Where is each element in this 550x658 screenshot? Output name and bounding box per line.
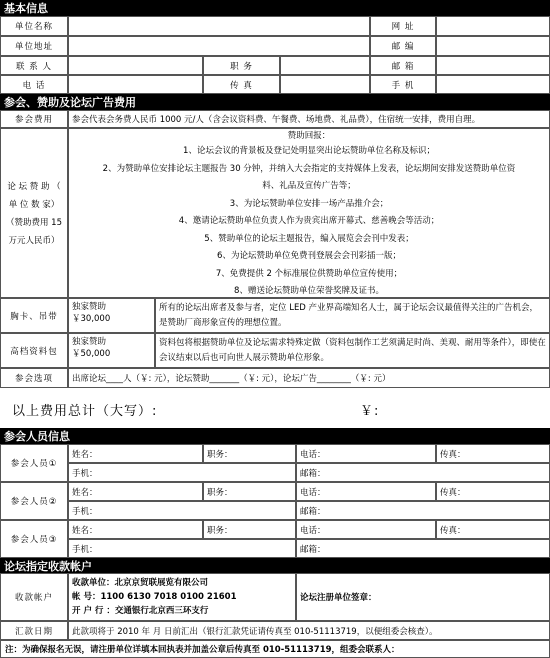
attendee-1-label: 参会人员① bbox=[0, 444, 68, 482]
contact-label: 联 系 人 bbox=[0, 56, 68, 75]
badge-price: ￥30,000 bbox=[72, 314, 111, 324]
options-label: 参会选项 bbox=[0, 368, 68, 388]
unit-name-field[interactable] bbox=[68, 16, 370, 36]
badge-label: 胸卡、吊带 bbox=[0, 298, 68, 333]
badge-exclusive: 独家赞助 bbox=[72, 302, 107, 312]
unit-address-label: 单位地址 bbox=[0, 36, 68, 56]
remit-date-text[interactable]: 此款项将于 2010 年 月 日前汇出（银行汇款凭证请传真至 010-51113719，以便组委会核查）。 bbox=[68, 621, 550, 640]
phone-label: 电 话 bbox=[0, 75, 68, 94]
fax-label: 传 真 bbox=[203, 75, 280, 94]
attend-fee-label: 参会费用 bbox=[0, 110, 68, 128]
sponsor-item: 4、邀请论坛赞助单位负责人作为贵宾出席开幕式、慈善晚会等活动； bbox=[178, 216, 440, 226]
sponsor-item: 3、为论坛赞助单位安排一场产品推介会； bbox=[229, 198, 389, 209]
attendee-2-title[interactable]: 职务： bbox=[203, 482, 296, 501]
sponsor-label: 论 坛 赞 助 （ 单 位 数 家） （赞助费用 15 万元人民币） bbox=[0, 128, 68, 298]
postcode-field[interactable] bbox=[436, 36, 550, 56]
account-label: 收款帐户 bbox=[0, 573, 68, 621]
footnote: 注：为确保报名无误，请注册单位详填本回执表并加盖公章后传真至 010-51113719，组委会联系人： bbox=[0, 640, 550, 658]
total-label: 以上费用总计（大写）: bbox=[12, 404, 158, 419]
badge-price-cell bbox=[68, 298, 155, 333]
mobile-field[interactable] bbox=[436, 75, 550, 94]
website-field[interactable] bbox=[436, 16, 550, 36]
account-sign[interactable]: 论坛注册单位签章： bbox=[296, 573, 550, 621]
attendee-1-title[interactable]: 职务： bbox=[203, 444, 296, 463]
account-payee: 收款单位：北京京贸联展览有限公司 bbox=[72, 578, 209, 588]
email-field[interactable] bbox=[436, 56, 550, 75]
attendee-2-label: 参会人员② bbox=[0, 482, 68, 520]
account-number: 帐 号：1100 6130 7018 0100 21601 bbox=[72, 592, 237, 602]
fax-field[interactable] bbox=[280, 75, 370, 94]
attendee-1-fax[interactable]: 传真： bbox=[436, 444, 550, 463]
email-label: 邮 箱 bbox=[370, 56, 436, 75]
sponsor-item: 7、免费提供 2 个标准展位供赞助单位宣传使用； bbox=[215, 268, 403, 279]
mobile-label: 手 机 bbox=[370, 75, 436, 94]
position-field[interactable] bbox=[280, 56, 370, 75]
sponsor-returns bbox=[68, 128, 550, 298]
attendee-2-mobile[interactable]: 手机： bbox=[68, 501, 296, 520]
account-header: 论坛指定收款帐户 bbox=[0, 558, 550, 573]
badge-desc: 所有的论坛出席者及参与者，定位 LED 产业界高端知名人士，属于论坛会议最值得关注的广告机会，是赞助厂商形象宣传的理想位置。 bbox=[155, 298, 550, 333]
sponsor-item: 1、论坛会议的背景板及登记处明显突出论坛赞助单位名称及标识； bbox=[183, 146, 435, 156]
position-label: 职 务 bbox=[203, 56, 280, 75]
sponsor-item: 5、赞助单位的论坛主题报告，编入展览会会刊中发表； bbox=[204, 233, 414, 244]
bag-desc: 资料包将根据赞助单位及论坛需求特殊定做（资料包制作工艺须满足时尚、美观、耐用等条件），即使在会议结束以后也可向世人展示赞助单位形象。 bbox=[155, 333, 550, 368]
bag-price: ￥50,000 bbox=[72, 349, 111, 359]
sponsor-intro: 赞助回报： bbox=[287, 131, 331, 141]
attendee-3-email[interactable]: 邮箱： bbox=[296, 539, 550, 558]
fees-header: 参会、赞助及论坛广告费用 bbox=[0, 94, 550, 110]
attendee-2-name[interactable]: 姓名： bbox=[68, 482, 203, 501]
sponsor-item: 8、赠送论坛赞助单位荣誉奖牌及证书。 bbox=[234, 286, 384, 296]
options-text[interactable]: 出席论坛____人（￥: 元），论坛赞助_______（￥: 元），论坛广告________（￥: 元） bbox=[68, 368, 550, 388]
attendee-2-fax[interactable]: 传真： bbox=[436, 482, 550, 501]
attend-fee-text: 参会代表会务费人民币 1000 元/人（含会议资料费、午餐费、场地费、礼品费），住宿统一安排，费用自理。 bbox=[68, 110, 550, 128]
attendees-header: 参会人员信息 bbox=[0, 428, 550, 444]
attendee-1-email[interactable]: 邮箱： bbox=[296, 463, 550, 482]
remit-date-label: 汇款日期 bbox=[0, 621, 68, 640]
unit-name-label: 单位名称 bbox=[0, 16, 68, 36]
sponsor-item: 料、礼品及宣传广告等； bbox=[262, 181, 356, 191]
bag-label: 高档资料包 bbox=[0, 333, 68, 368]
attendee-2-phone[interactable]: 电话： bbox=[296, 482, 436, 501]
attendee-3-phone[interactable]: 电话： bbox=[296, 520, 436, 539]
attendee-3-mobile[interactable]: 手机： bbox=[68, 539, 296, 558]
contact-field[interactable] bbox=[68, 56, 203, 75]
bag-price-cell bbox=[68, 333, 155, 368]
attendee-1-name[interactable]: 姓名： bbox=[68, 444, 203, 463]
attendee-1-mobile[interactable]: 手机： bbox=[68, 463, 296, 482]
unit-address-field[interactable] bbox=[68, 36, 370, 56]
phone-field[interactable] bbox=[68, 75, 203, 94]
postcode-label: 邮 编 bbox=[370, 36, 436, 56]
attendee-2-email[interactable]: 邮箱： bbox=[296, 501, 550, 520]
attendee-3-label: 参会人员③ bbox=[0, 520, 68, 558]
attendee-1-phone[interactable]: 电话： bbox=[296, 444, 436, 463]
attendee-3-fax[interactable]: 传真： bbox=[436, 520, 550, 539]
account-details bbox=[68, 573, 296, 621]
account-bank: 开 户 行 ：交通银行北京西三环支行 bbox=[72, 606, 209, 616]
sponsor-item: 6、为论坛赞助单位免费刊登展会会刊彩插一版； bbox=[217, 251, 401, 261]
attendee-3-name[interactable]: 姓名： bbox=[68, 520, 203, 539]
sponsor-item: 2、为赞助单位安排论坛主题报告 30 分钟，并纳入大会指定的支持媒体上发表，论坛期间安排发送赞助单位资 bbox=[102, 163, 516, 174]
bag-exclusive: 独家赞助 bbox=[72, 337, 107, 347]
attendee-3-title[interactable]: 职务： bbox=[203, 520, 296, 539]
total-yen: ￥: bbox=[360, 404, 380, 419]
basic-info-header: 基本信息 bbox=[0, 0, 550, 16]
website-label: 网 址 bbox=[370, 16, 436, 36]
